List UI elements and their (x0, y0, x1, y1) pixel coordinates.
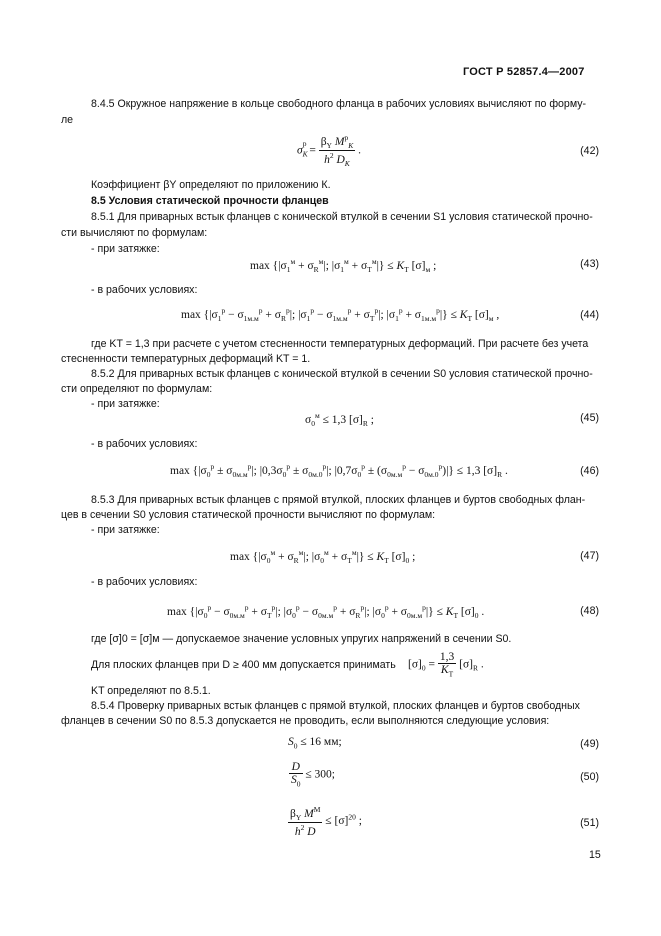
equation-number-42: (42) (580, 145, 599, 157)
label-v-rabochih-2: - в рабочих условиях: (91, 438, 198, 450)
para-8-5-1-line2: сти вычисляют по формулам: (61, 227, 208, 239)
para-8-5-3-line1: 8.5.3 Для приварных встык фланцев с прямой втулкой, плоских фланцев и буртов свободных флан- (91, 494, 586, 506)
coefficient-beta-text: Коэффициент βY определяют по приложению К. (91, 179, 331, 191)
document-header: ГОСТ Р 52857.4—2007 (463, 66, 585, 78)
text-gde-kt-line2: стесненности температурных деформаций KT = 1. (61, 353, 311, 365)
para-8-4-5-line2: ле (61, 114, 74, 126)
equation-42: $\sigma_K^р$ = $\frac{\beta_Y M^р_K}{h^2 D_K}$ . (297, 133, 361, 169)
text-ploskie-flancy: Для плоских фланцев при D ≥ 400 мм допускается принимать (91, 659, 396, 671)
equation-number-49: (49) (580, 738, 599, 750)
equation-43: $\max \{|\sigma_1^м + \sigma_R^м|$; $|\sigma_1^м + \sigma_T^м|\} \le K_T$ $[\sigma]_м$ ; (250, 257, 437, 275)
text-kt-opredelyayut: KT определяют по 8.5.1. (91, 685, 211, 697)
para-8-5-2-line2: сти определяют по формулам: (61, 383, 213, 395)
equation-51: $\frac{\beta_Y M^M}{h^2 D}$ ≤ $[\sigma]^{20}$ ; (290, 805, 362, 838)
para-8-5-4-line1: 8.5.4 Проверку приварных встык фланцев с прямой втулкой, плоских фланцев и буртов свободных (91, 700, 580, 712)
equation-number-47: (47) (580, 550, 599, 562)
equation-48: $\max \{|\sigma_0^р - \sigma_{0м.м}^р + \sigma_T^р|$; $|\sigma_0^р - \sigma_{0м.м}^р + \sigma_R^р|$; $|\sigma_0^р + \sigma_{0м.м}^р|\} \le K_T$ $[\sigma]_0$ . (167, 603, 485, 621)
equation-number-44: (44) (580, 309, 599, 321)
para-8-5-3-line2: цев в сечении S0 условия статической прочности вычисляют по формулам: (61, 509, 436, 521)
para-8-5-4-line2: фланцев в сечении S0 по 8.5.3 допускается не проводить, если выполняются следующие условия: (61, 715, 550, 727)
label-pri-zatyazhke-3: - при затяжке: (91, 524, 160, 536)
section-heading-8-5: 8.5 Условия статической прочности фланцев (91, 195, 329, 207)
text-gde-kt-line1: где KT = 1,3 при расчете с учетом стесненности температурных деформаций. При расчете без учета (91, 338, 589, 350)
label-v-rabochih-3: - в рабочих условиях: (91, 576, 198, 588)
label-v-rabochih-1: - в рабочих условиях: (91, 284, 198, 296)
label-pri-zatyazhke-1: - при затяжке: (91, 243, 160, 255)
equation-number-50: (50) (580, 771, 599, 783)
equation-number-46: (46) (580, 465, 599, 477)
para-8-5-1-line1: 8.5.1 Для приварных встык фланцев с конической втулкой в сечении S1 условия статической прочно- (91, 211, 593, 223)
text-gde-sigma0: где [σ]0 = [σ]м — допускаемое значение условных упругих напряжений в сечении S0. (91, 633, 512, 645)
equation-47: $\max \{|\sigma_0^м + \sigma_R^м|$; $|\sigma_0^м + \sigma_T^м|\} \le K_T$ $[\sigma]_0$ ; (230, 548, 416, 566)
para-8-5-2-line1: 8.5.2 Для приварных встык фланцев с конической втулкой в сечении S0 условия статической прочно- (91, 368, 593, 380)
equation-45: $\sigma_0^м \le 1,3$ $[\sigma]_R$ ; (305, 411, 374, 429)
equation-44: $\max \{|\sigma_1^р - \sigma_{1м.м}^р + \sigma_R^р|$; $|\sigma_1^р - \sigma_{1м.м}^р + \sigma_T^р|$; $|\sigma_1^р + \sigma_{1м.м}^р|\} \le K_T$ $[\sigma]_м$ , (181, 306, 500, 324)
equation-number-45: (45) (580, 412, 599, 424)
equation-number-43: (43) (580, 258, 599, 270)
label-pri-zatyazhke-2: - при затяжке: (91, 398, 160, 410)
equation-number-48: (48) (580, 605, 599, 617)
para-8-4-5-line1: 8.4.5 Окружное напряжение в кольце свободного фланца в рабочих условиях вычисляют по форму- (91, 98, 587, 110)
equation-46: $\max \{|\sigma_0^р \pm \sigma_{0м.м}^р|$; $|0,3\sigma_0^р \pm \sigma_{0м.0}^р|$; $|0,7\sigma_0^р \pm (\sigma_{0м.м}^р - \sigma_{0м.0}^р)|\} \le 1,3$ $[\sigma]_R$ . (170, 462, 508, 480)
equation-49: $S_0 \le 16$ мм; (288, 736, 342, 751)
equation-number-51: (51) (580, 817, 599, 829)
equation-50: $\frac{D}{S_0}$ ≤ 300; (291, 761, 336, 789)
equation-ploskie: $[\sigma]_0$ = $\frac{1,3}{K_T}$ $[\sigma]_R$ . (408, 651, 484, 679)
page-number: 15 (589, 849, 601, 861)
